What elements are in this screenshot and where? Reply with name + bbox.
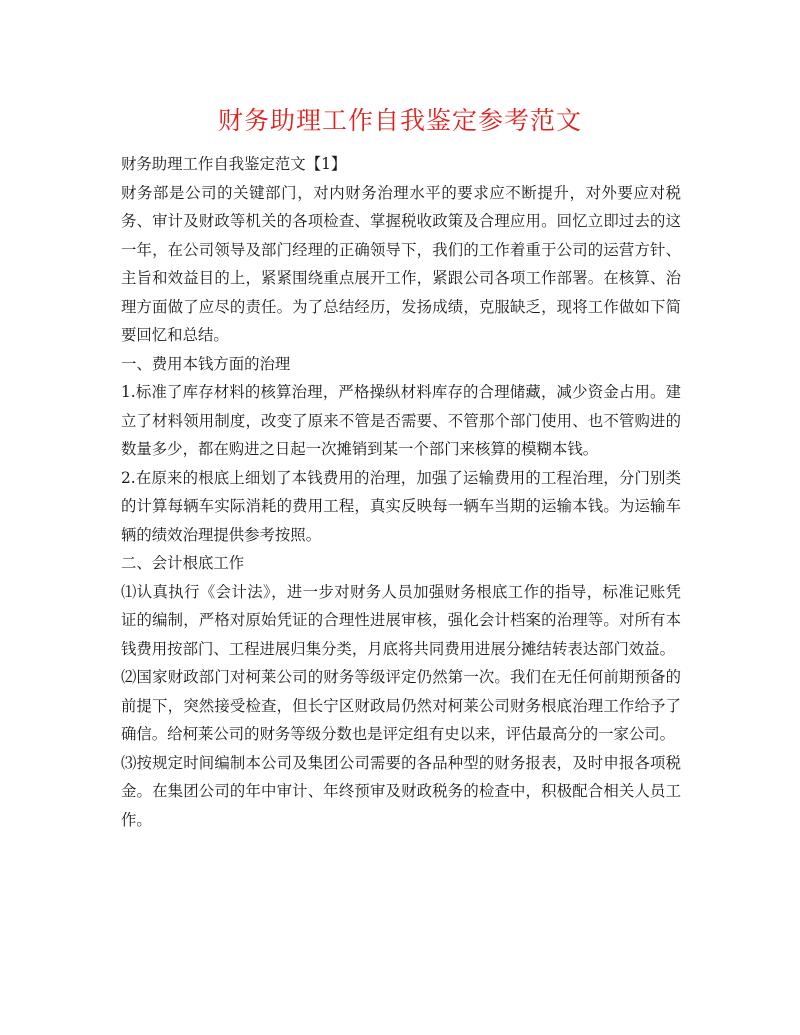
paragraph-intro: 财务部是公司的关键部门，对内财务治理水平的要求应不断提升，对外要应对税务、审计及财政等机关的各项检查、掌握税收政策及合理应用。回忆立即过去的这一年，在公司领导及部门经理的正确领导下，我们的工作着重于公司的运营方针、主旨和效益目的上，紧紧围绕重点展开工作，紧跟公司各项工作部署。在核算、治理方面做了应尽的责任。为了总结经历，发扬成绩，克服缺乏，现将工作做如下简要回忆和总结。	[121, 183, 681, 344]
document-title: 财务助理工作自我鉴定参考范文	[217, 106, 582, 135]
paragraph-accounting-2: ⑵国家财政部门对柯莱公司的财务等级评定仍然第一次。我们在无任何前期预备的前提下，突然接受检查，但长宁区财政局仍然对柯莱公司财务根底治理工作给予了确信。给柯莱公司的财务等级分数也是评定组有史以来，评估最高分的一家公司。	[121, 668, 681, 743]
paragraph-accounting-1: ⑴认真执行《会计法》，进一步对财务人员加强财务根底工作的指导，标准记账凭证的编制，严格对原始凭证的合理性进展审核，强化会计档案的治理等。对所有本钱费用按部门、工程进展归集分类，月底将共同费用进展分摊结转表达部门效益。	[121, 582, 681, 658]
section-heading-accounting: 二、会计根底工作	[121, 554, 245, 572]
document-body	[121, 150, 681, 834]
paragraph-cost-2: 2.在原来的根底上细划了本钱费用的治理，加强了运输费用的工程治理，分门别类的计算每辆车实际消耗的费用工程，真实反映每一辆车当期的运输本钱。为运输车辆的绩效治理提供参考按照。	[121, 468, 681, 544]
paragraph-accounting-3: ⑶按规定时间编制本公司及集团公司需要的各品种型的财务报表，及时申报各项税金。在集团公司的年中审计、年终预审及财政税务的检查中，积极配合相关人员工作。	[121, 753, 681, 829]
section-heading-cost: 一、费用本钱方面的治理	[121, 354, 291, 373]
section-subtitle: 财务助理工作自我鉴定范文【1】	[121, 155, 347, 173]
paragraph-cost-1: 1.标准了库存材料的核算治理，严格操纵材料库存的合理储藏，减少资金占用。建立了材料领用制度，改变了原来不管是否需要、不管那个部门使用、也不管购进的数量多少，都在购进之日起一次摊销到某一个部门来核算的模糊本钱。	[121, 383, 681, 458]
